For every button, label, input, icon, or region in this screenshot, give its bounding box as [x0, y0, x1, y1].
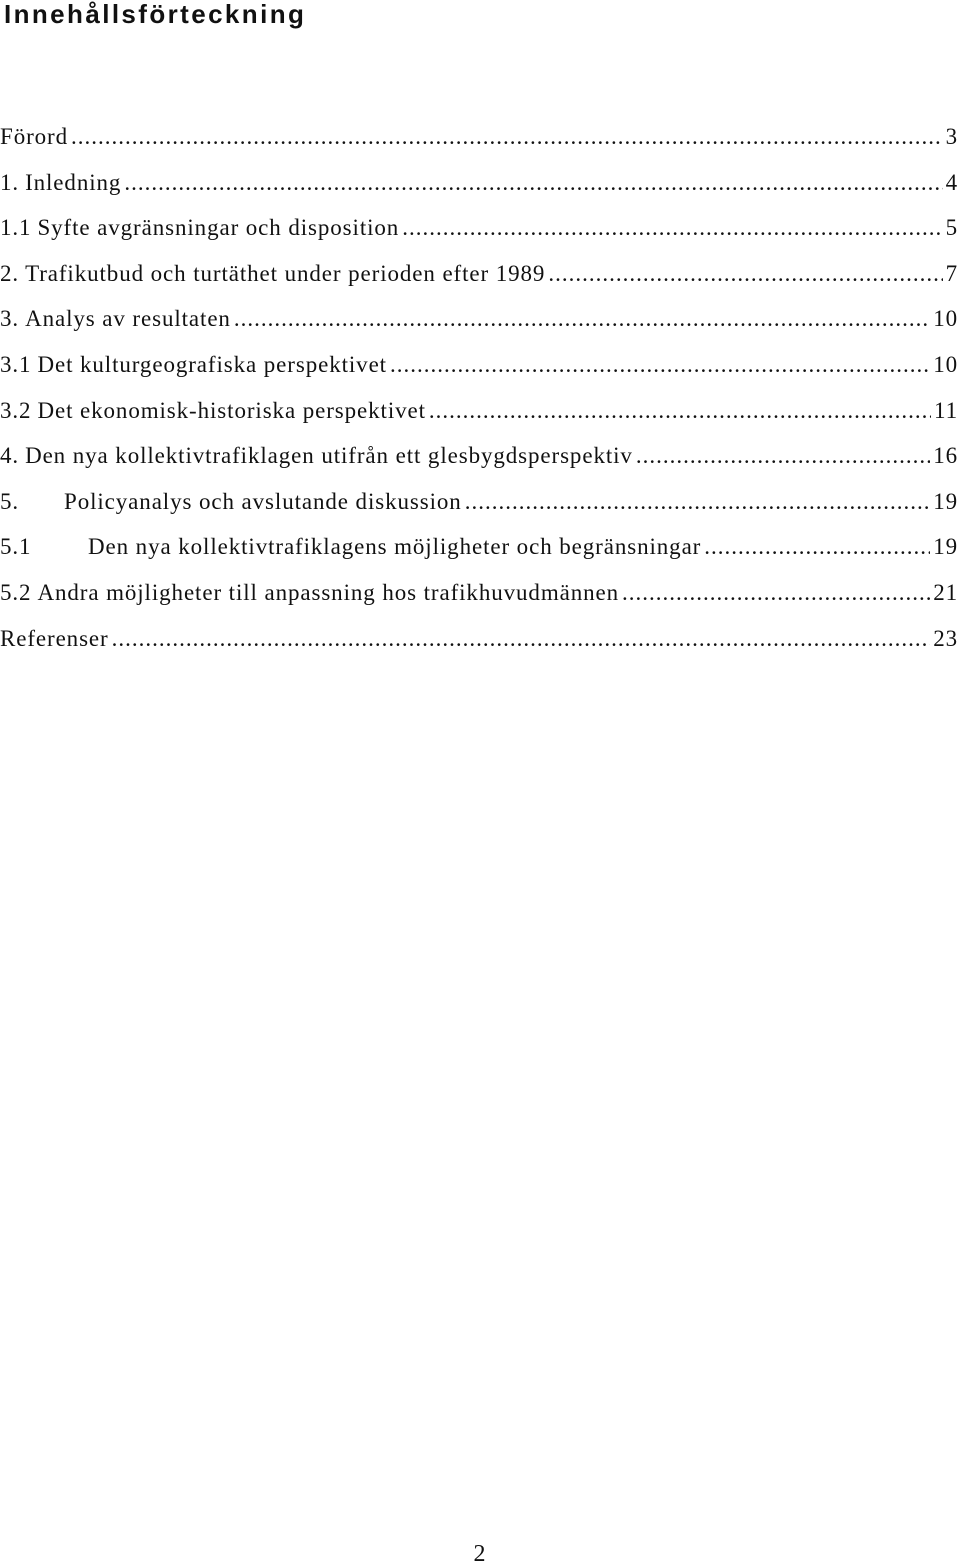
toc-entry-number: 1.1 [0, 215, 32, 241]
toc-entry-text: Det ekonomisk-historiska perspektivet [37, 397, 426, 423]
toc-dot-leader [112, 616, 931, 662]
toc-entry-4[interactable] [0, 433, 958, 479]
toc-dot-leader [636, 433, 930, 479]
toc-entry-page: 21 [933, 579, 958, 605]
toc-entry-text: Den nya kollektivtrafiklagens möjligheter och begränsningar [88, 534, 702, 560]
toc-entry-page: 5 [945, 215, 958, 241]
toc-entry-page: 10 [933, 351, 958, 377]
toc-entry-text: Referenser [0, 625, 109, 651]
toc-entry-number: 3.1 [0, 351, 32, 377]
toc-entry-number: 3.2 [0, 397, 32, 423]
toc-dot-leader [429, 388, 931, 434]
toc-entry-text: Analys av resultaten [25, 306, 231, 332]
toc-entry-number: 5.1 [0, 534, 32, 560]
toc-entry-page: 11 [934, 397, 958, 423]
toc-entry-number: 3. [0, 306, 20, 332]
toc-entry-1[interactable] [0, 160, 958, 206]
toc-entry-2[interactable] [0, 251, 958, 297]
toc-entry-page: 10 [933, 306, 958, 332]
toc-entry-text: Policyanalys och avslutande diskussion [64, 488, 462, 514]
toc-entry-page: 7 [945, 260, 958, 286]
toc-entry-text: Andra möjligheter till anpassning hos trafikhuvudmännen [37, 579, 620, 605]
toc-entry-3-1[interactable] [0, 342, 958, 388]
toc-entry-page: 16 [933, 443, 958, 469]
toc-dot-leader [390, 342, 930, 388]
toc-dot-leader [622, 570, 930, 616]
toc-entry-number: 5. [0, 488, 20, 514]
toc-entry-1-1[interactable] [0, 205, 958, 251]
toc-list [0, 114, 958, 661]
toc-entry-5-2[interactable] [0, 570, 958, 616]
toc-dot-leader [124, 160, 942, 206]
toc-dot-leader [704, 524, 930, 570]
toc-entry-page: 3 [945, 124, 958, 149]
toc-entry-5[interactable] [0, 479, 958, 525]
toc-dot-leader [71, 114, 943, 160]
toc-entry-page: 19 [933, 534, 958, 560]
toc-entry-referenser[interactable] [0, 616, 958, 662]
toc-entry-number: 2. [0, 260, 20, 286]
page-number: 2 [473, 1541, 487, 1567]
toc-entry-page: 23 [933, 625, 958, 651]
toc-entry-forord[interactable] [0, 114, 958, 160]
toc-entry-number: 5.2 [0, 579, 32, 605]
toc-entry-3-2[interactable] [0, 388, 958, 434]
toc-entry-number: 4. [0, 443, 20, 469]
toc-entry-text: Förord [0, 124, 69, 149]
toc-entry-number: 1. [0, 169, 20, 195]
toc-title: Innehållsförteckning [4, 0, 307, 29]
toc-entry-page: 19 [933, 488, 958, 514]
toc-entry-3[interactable] [0, 296, 958, 342]
toc-dot-leader [548, 251, 942, 297]
toc-entry-text: Inledning [25, 169, 122, 195]
toc-entry-text: Det kulturgeografiska perspektivet [37, 351, 387, 377]
toc-entry-page: 4 [945, 169, 958, 195]
toc-entry-text: Den nya kollektivtrafiklagen utifrån ett glesbygdsperspektiv [25, 443, 633, 469]
toc-dot-leader [402, 205, 942, 251]
toc-entry-text: Trafikutbud och turtäthet under perioden efter 1989 [25, 260, 546, 286]
toc-dot-leader [234, 296, 930, 342]
toc-entry-5-1[interactable] [0, 524, 958, 570]
toc-entry-text: Syfte avgränsningar och disposition [37, 215, 400, 241]
toc-dot-leader [465, 479, 931, 525]
